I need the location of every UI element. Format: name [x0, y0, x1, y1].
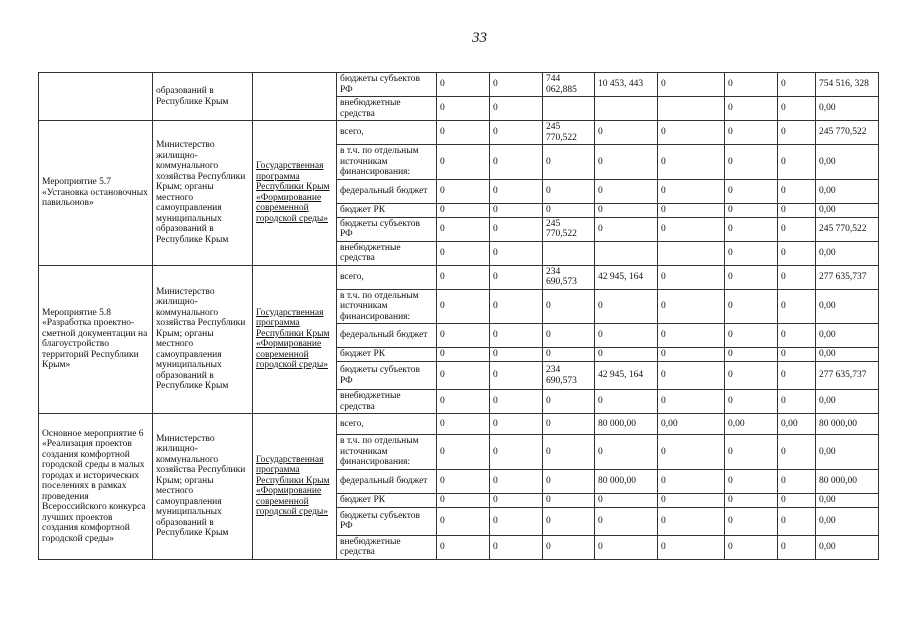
value-cell: 0 [490, 324, 543, 348]
value-cell: 0 [658, 73, 725, 97]
value-cell: 0 [595, 348, 658, 362]
value-cell: 277 635,737 [816, 362, 879, 390]
value-cell: 0 [658, 265, 725, 289]
value-cell: 0 [595, 390, 658, 414]
value-cell: 277 635,737 [816, 265, 879, 289]
value-cell: 0 [595, 217, 658, 241]
value-cell: 0 [658, 145, 725, 180]
source-cell: бюджет РК [337, 348, 437, 362]
source-cell: внебюджетные средства [337, 241, 437, 265]
source-cell: всего, [337, 414, 437, 435]
value-cell: 0 [658, 203, 725, 217]
value-cell: 0,00 [816, 179, 879, 203]
value-cell: 80 000,00 [595, 414, 658, 435]
executor-cell [153, 265, 253, 414]
executor-cell-text: образований в Республике Крым [156, 86, 229, 107]
value-cell: 0 [490, 217, 543, 241]
value-cell: 0 [543, 145, 595, 180]
value-cell: 0 [725, 241, 778, 265]
executor-cell-text: Министерство жилищно-коммунального хозяйства Республики Крым; органы местного самоуправления муниципальных образований в Республике Крым [156, 433, 246, 539]
value-cell: 0 [595, 324, 658, 348]
value-cell: 0 [658, 469, 725, 493]
value-cell: 744 062,885 [543, 73, 595, 97]
source-cell: всего, [337, 265, 437, 289]
value-cell: 0 [725, 493, 778, 507]
measure-cell [39, 414, 153, 560]
value-cell: 0 [490, 414, 543, 435]
value-cell: 0 [725, 507, 778, 535]
value-cell: 0,00 [778, 414, 816, 435]
table-row [39, 265, 879, 289]
source-cell: внебюджетные средства [337, 390, 437, 414]
value-cell: 0 [437, 97, 490, 121]
value-cell: 0 [595, 179, 658, 203]
source-cell: федеральный бюджет [337, 179, 437, 203]
value-cell: 0,00 [816, 507, 879, 535]
executor-cell [153, 121, 253, 266]
value-cell: 10 453, 443 [595, 73, 658, 97]
value-cell: 0 [658, 121, 725, 145]
value-cell [543, 97, 595, 121]
executor-cell [153, 414, 253, 560]
source-cell: в т.ч. по отдельным источникам финансирования: [337, 145, 437, 180]
value-cell: 0 [490, 435, 543, 470]
program-cell [253, 121, 337, 266]
value-cell: 0 [543, 179, 595, 203]
source-cell: федеральный бюджет [337, 469, 437, 493]
value-cell: 0 [778, 289, 816, 324]
value-cell: 0 [437, 265, 490, 289]
value-cell: 0 [658, 493, 725, 507]
source-cell: бюджеты субъектов РФ [337, 507, 437, 535]
value-cell [595, 97, 658, 121]
value-cell: 0,00 [816, 324, 879, 348]
value-cell: 0 [725, 469, 778, 493]
value-cell: 0 [543, 348, 595, 362]
value-cell [595, 241, 658, 265]
value-cell: 0 [595, 535, 658, 559]
value-cell: 0 [437, 217, 490, 241]
value-cell: 0 [658, 435, 725, 470]
value-cell: 0 [725, 217, 778, 241]
value-cell: 0,00 [816, 348, 879, 362]
value-cell: 0 [490, 73, 543, 97]
value-cell: 0 [490, 121, 543, 145]
value-cell: 0 [725, 535, 778, 559]
value-cell: 0 [658, 217, 725, 241]
value-cell: 0 [725, 145, 778, 180]
program-cell [253, 73, 337, 121]
value-cell: 0 [658, 362, 725, 390]
source-cell: бюджеты субъектов РФ [337, 362, 437, 390]
value-cell: 0 [778, 493, 816, 507]
value-cell: 0 [725, 390, 778, 414]
value-cell: 0,00 [816, 435, 879, 470]
value-cell: 0 [725, 121, 778, 145]
source-cell: в т.ч. по отдельным источникам финансирования: [337, 435, 437, 470]
source-cell: федеральный бюджет [337, 324, 437, 348]
value-cell: 80 000,00 [595, 469, 658, 493]
value-cell: 0 [778, 507, 816, 535]
value-cell: 0 [658, 507, 725, 535]
value-cell: 0 [437, 435, 490, 470]
value-cell: 245 770,522 [816, 121, 879, 145]
budget-table [38, 72, 879, 560]
source-cell: внебюджетные средства [337, 535, 437, 559]
value-cell: 0 [437, 535, 490, 559]
value-cell: 0 [437, 390, 490, 414]
executor-cell-text: Министерство жилищно-коммунального хозяйства Республики Крым; органы местного самоуправления муниципальных образований в Республике Крым [156, 286, 246, 392]
value-cell: 0 [543, 324, 595, 348]
value-cell: 0 [437, 179, 490, 203]
value-cell: 0 [490, 469, 543, 493]
value-cell: 0 [595, 145, 658, 180]
value-cell: 0 [778, 73, 816, 97]
value-cell: 0 [778, 217, 816, 241]
value-cell: 0 [658, 390, 725, 414]
value-cell: 0 [437, 289, 490, 324]
value-cell: 0 [437, 362, 490, 390]
value-cell: 0 [595, 203, 658, 217]
value-cell: 0 [490, 390, 543, 414]
value-cell: 0 [725, 179, 778, 203]
value-cell: 0,00 [816, 493, 879, 507]
value-cell: 0 [437, 348, 490, 362]
value-cell: 0 [595, 493, 658, 507]
value-cell: 0 [658, 348, 725, 362]
value-cell: 0 [778, 97, 816, 121]
value-cell: 0 [778, 348, 816, 362]
program-cell-text: Государственная программа Республики Крым «Формирование современной городской среды» [256, 161, 330, 224]
value-cell: 0 [778, 362, 816, 390]
value-cell: 0 [490, 179, 543, 203]
program-cell [253, 414, 337, 560]
value-cell: 0 [778, 535, 816, 559]
value-cell: 234 690,573 [543, 362, 595, 390]
value-cell: 0 [778, 179, 816, 203]
source-cell: бюджет РК [337, 203, 437, 217]
source-cell: внебюджетные средства [337, 97, 437, 121]
value-cell: 0 [658, 289, 725, 324]
table-row [39, 73, 879, 97]
value-cell: 245 770,522 [543, 217, 595, 241]
value-cell: 0 [543, 507, 595, 535]
value-cell: 0 [595, 507, 658, 535]
value-cell: 0 [595, 435, 658, 470]
value-cell: 0 [778, 390, 816, 414]
value-cell: 0 [725, 289, 778, 324]
value-cell: 0 [490, 507, 543, 535]
value-cell: 0 [595, 121, 658, 145]
value-cell: 0,00 [816, 289, 879, 324]
value-cell: 0 [490, 203, 543, 217]
executor-cell-text: Министерство жилищно-коммунального хозяйства Республики Крым; органы местного самоуправления муниципальных образований в Республике Крым [156, 140, 246, 245]
value-cell: 0 [725, 265, 778, 289]
value-cell: 0 [658, 535, 725, 559]
value-cell: 0,00 [816, 535, 879, 559]
value-cell: 0 [543, 390, 595, 414]
source-cell: бюджеты субъектов РФ [337, 73, 437, 97]
value-cell: 0 [437, 493, 490, 507]
value-cell: 245 770,522 [816, 217, 879, 241]
value-cell: 0 [725, 73, 778, 97]
measure-cell [39, 121, 153, 266]
value-cell: 0 [543, 469, 595, 493]
value-cell: 0 [725, 97, 778, 121]
value-cell: 0 [543, 203, 595, 217]
measure-cell-text: Основное мероприятие 6 «Реализация проектов создания комфортной городской среды в малых городах и исторических поселениях в рамках проведения Всероссийского конкурса лучших проектов создания комфортной городской среды» [42, 428, 146, 544]
value-cell: 0 [437, 121, 490, 145]
value-cell: 0 [490, 289, 543, 324]
value-cell: 0 [437, 241, 490, 265]
value-cell: 0 [437, 73, 490, 97]
value-cell: 0 [437, 507, 490, 535]
source-cell: бюджет РК [337, 493, 437, 507]
measure-cell [39, 73, 153, 121]
value-cell: 0 [595, 289, 658, 324]
value-cell: 0,00 [816, 97, 879, 121]
table-row [39, 121, 879, 145]
value-cell: 42 945, 164 [595, 265, 658, 289]
value-cell: 0 [725, 324, 778, 348]
source-cell: всего, [337, 121, 437, 145]
value-cell: 0 [778, 241, 816, 265]
source-cell: бюджеты субъектов РФ [337, 217, 437, 241]
value-cell: 0 [490, 145, 543, 180]
value-cell: 0 [778, 324, 816, 348]
value-cell: 0,00 [658, 414, 725, 435]
value-cell: 754 516, 328 [816, 73, 879, 97]
value-cell: 80 000,00 [816, 469, 879, 493]
value-cell: 0 [490, 348, 543, 362]
value-cell: 0 [543, 289, 595, 324]
value-cell: 245 770,522 [543, 121, 595, 145]
table-row [39, 414, 879, 435]
value-cell: 0 [725, 348, 778, 362]
value-cell: 0 [543, 414, 595, 435]
value-cell: 0 [490, 97, 543, 121]
value-cell: 0 [490, 362, 543, 390]
value-cell: 0 [543, 535, 595, 559]
value-cell: 0 [543, 435, 595, 470]
value-cell: 0,00 [816, 241, 879, 265]
value-cell: 0 [437, 203, 490, 217]
measure-cell-text: Мероприятие 5.7 «Установка остановочных павильонов» [42, 177, 148, 208]
value-cell: 80 000,00 [816, 414, 879, 435]
value-cell: 0 [658, 324, 725, 348]
value-cell: 0 [725, 362, 778, 390]
value-cell: 0 [437, 414, 490, 435]
value-cell: 0 [778, 203, 816, 217]
page-number: 33 [472, 30, 487, 46]
value-cell: 0 [490, 265, 543, 289]
value-cell: 0,00 [816, 203, 879, 217]
value-cell: 234 690,573 [543, 265, 595, 289]
value-cell: 42 945, 164 [595, 362, 658, 390]
value-cell: 0,00 [816, 390, 879, 414]
source-cell: в т.ч. по отдельным источникам финансирования: [337, 289, 437, 324]
value-cell: 0 [658, 179, 725, 203]
value-cell: 0 [437, 469, 490, 493]
program-cell [253, 265, 337, 414]
value-cell: 0 [725, 203, 778, 217]
value-cell: 0 [778, 145, 816, 180]
value-cell [658, 241, 725, 265]
value-cell: 0 [778, 121, 816, 145]
measure-cell-text: Мероприятие 5.8 «Разработка проектно-сметной документации на благоустройство территорий Республики Крым» [42, 307, 148, 371]
value-cell: 0 [778, 265, 816, 289]
program-cell-text: Государственная программа Республики Крым «Формирование современной городской среды» [256, 454, 330, 518]
value-cell: 0 [437, 324, 490, 348]
value-cell: 0 [725, 435, 778, 470]
value-cell [543, 241, 595, 265]
value-cell: 0 [778, 435, 816, 470]
executor-cell [153, 73, 253, 121]
value-cell: 0 [543, 493, 595, 507]
measure-cell [39, 265, 153, 414]
value-cell: 0 [490, 535, 543, 559]
value-cell: 0 [490, 493, 543, 507]
value-cell: 0 [778, 469, 816, 493]
value-cell: 0 [490, 241, 543, 265]
value-cell: 0 [437, 145, 490, 180]
value-cell [658, 97, 725, 121]
value-cell: 0,00 [725, 414, 778, 435]
value-cell: 0,00 [816, 145, 879, 180]
program-cell-text: Государственная программа Республики Крым «Формирование современной городской среды» [256, 307, 330, 371]
